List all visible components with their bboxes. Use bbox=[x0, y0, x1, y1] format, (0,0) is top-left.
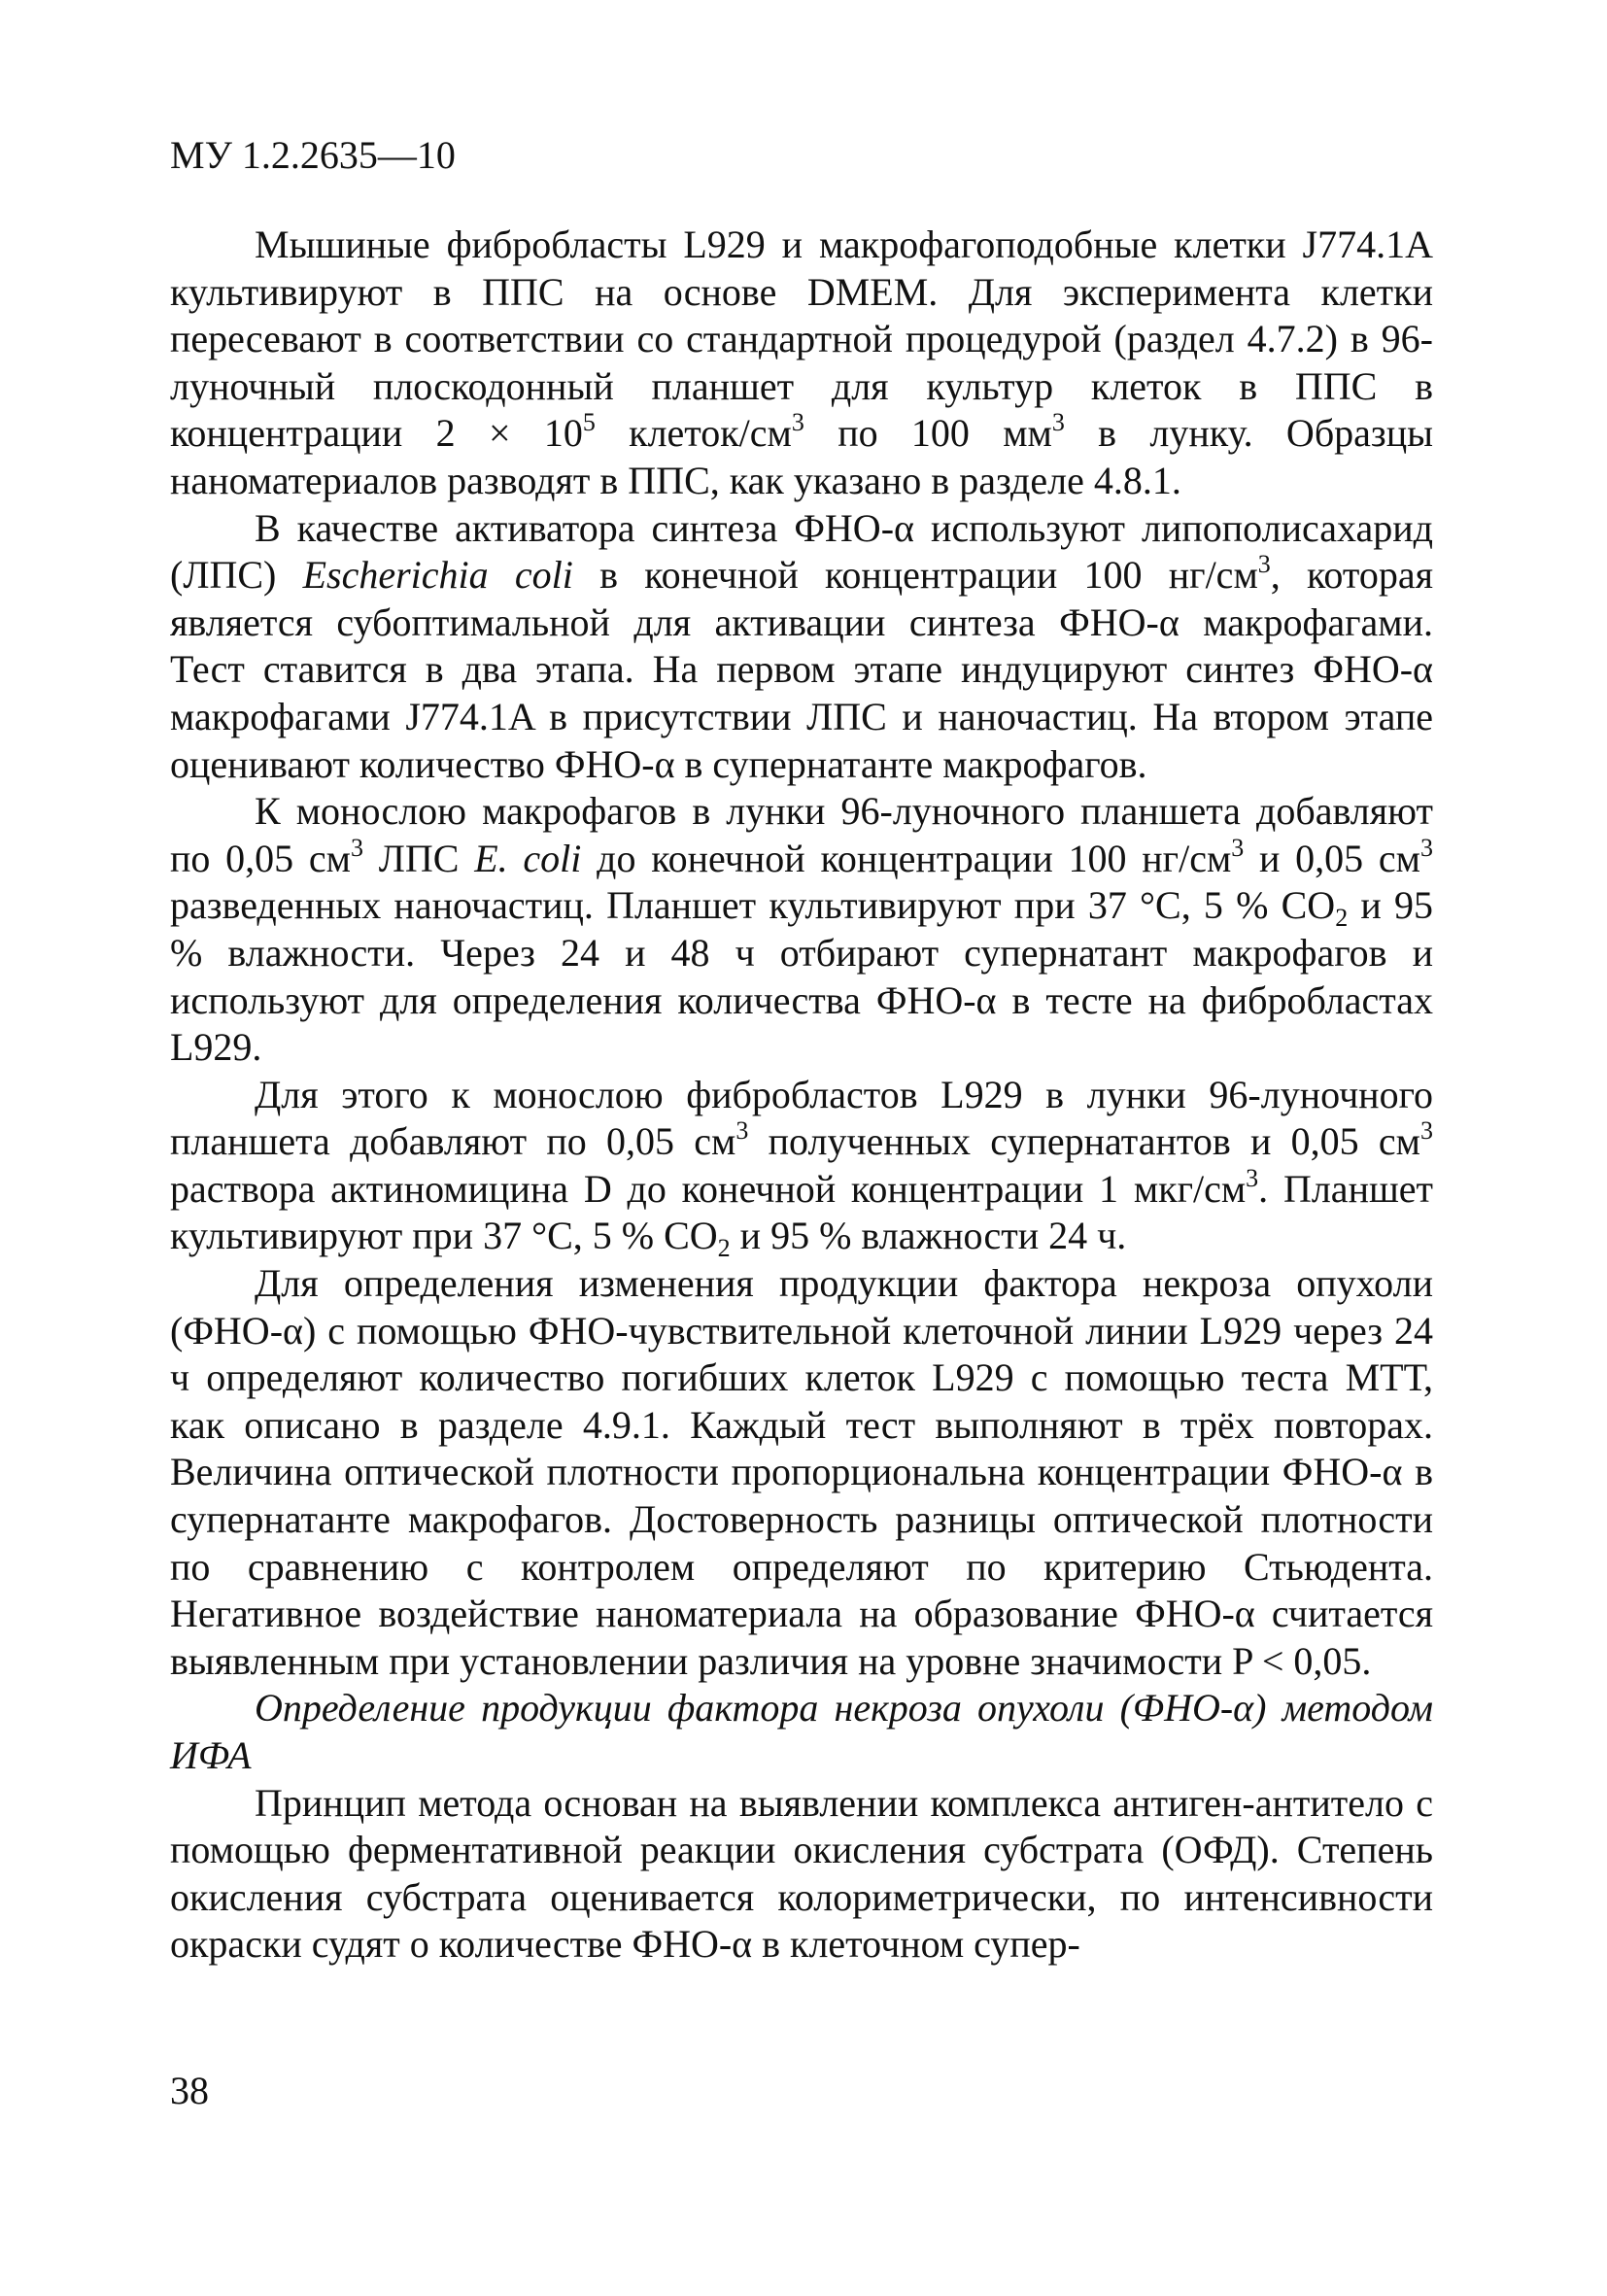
superscript: 3 bbox=[1231, 833, 1245, 862]
text-run: раствора актиномицина D до конечной концентрации 1 мкг/см bbox=[170, 1166, 1247, 1211]
text-run: полученных супернатантов и 0,05 см bbox=[748, 1119, 1420, 1164]
text-run: до конечной концентрации 100 нг/см bbox=[581, 836, 1232, 880]
document-code-header: МУ 1.2.2635—10 bbox=[170, 133, 456, 177]
text-run: . Планшет культивируют при 37 °С, 5 % СО bbox=[170, 1166, 1434, 1258]
text-run: , которая является субоптимальной для активации синтеза ФНО-α макрофагами. Тест ставится в два этапа. На первом этапе индуцируют синтез ФНО-α макрофагами J774.1A в присутствии ЛПС и наночастиц. На втором этапе оценивают количество ФНО-α в супернатанте макрофагов. bbox=[170, 553, 1433, 786]
text-run: и 95 % влажности 24 ч. bbox=[730, 1214, 1127, 1258]
paragraph-activator bbox=[170, 505, 1433, 789]
paragraph-fibroblast-monolayer bbox=[170, 1072, 1434, 1263]
subscript: 2 bbox=[717, 1234, 731, 1263]
superscript: 3 bbox=[1420, 833, 1433, 862]
text-run: ЛПС bbox=[362, 836, 475, 880]
superscript: 3 bbox=[350, 833, 363, 862]
text-run: в лунку. Образцы наноматериалов разводят в ППС, как указано в разделе 4.8.1. bbox=[170, 411, 1434, 502]
italic-species-name: E. coli bbox=[474, 836, 582, 880]
superscript: 5 bbox=[582, 408, 596, 437]
paragraph-macrophage-monolayer bbox=[170, 788, 1433, 1072]
text-run: Для этого к монослою фибробластов L929 в лунки 96-луночного планшета добавляют по 0,05 см bbox=[170, 1072, 1433, 1164]
text-run: Мышиные фибробласты L929 и макрофагоподобные клетки J774.1A культивируют в ППС на основе DMEM. Для эксперимента клетки пересевают в соответствии со стандартной процедурой (раздел 4.7.2) в 96-луночный плоскодонный планшет для культур клеток в ППС в концентрации 2 × 10 bbox=[170, 223, 1433, 456]
text-run: по 100 мм bbox=[804, 411, 1052, 456]
superscript: 3 bbox=[1051, 408, 1065, 437]
superscript: 3 bbox=[791, 408, 804, 437]
text-run: в конечной концентрации 100 нг/см bbox=[572, 553, 1258, 598]
paragraph-cell-culture bbox=[170, 222, 1433, 505]
text-run: К монослою макрофагов в лунки 96-луночного планшета добавляют по 0,05 см bbox=[170, 789, 1433, 880]
text-run: и 95 % влажности. Через 24 и 48 ч отбирают супернатант макрофагов и используют для определения количества ФНО-α в тесте на фибробластах L929. bbox=[170, 883, 1433, 1070]
section-heading-elisa: Определение продукции фактора некроза опухоли (ФНО-α) методом ИФА bbox=[170, 1686, 1433, 1777]
superscript: 3 bbox=[1257, 550, 1271, 579]
paragraph-tnf-determination: Для определения изменения продукции фактора некроза опухоли (ФНО-α) с помощью ФНО-чувствительной клеточной линии L929 через 24 ч определяют количество погибших клеток L929 с помощью теста МТТ, как описано в разделе 4.9.1. Каждый тест выполняют в трёх повторах. Величина оптической плотности пропорциональна концентрации ФНО-α в супернатанте макрофагов. Достоверность разницы оптической плотности по сравнению с контролем определяют по критерию Стьюдента. Негативное воздействие наноматериала на образование ФНО-α считается выявленным при установлении различия на уровне значимости P < 0,05. bbox=[170, 1261, 1433, 1683]
text-run: разведенных наночастиц. Планшет культивируют при 37 °С, 5 % СО bbox=[170, 883, 1336, 928]
subscript: 2 bbox=[1335, 904, 1349, 933]
paragraph-method-principle: Принцип метода основан на выявлении комплекса антиген-антитело с помощью ферментативной реакции окисления субстрата (ОФД). Степень окисления субстрата оценивается колориметрически, по интенсивности окраски судят о количестве ФНО-α в клеточном супер- bbox=[170, 1780, 1433, 1967]
text-run: В качестве активатора синтеза ФНО-α используют липополисахарид (ЛПС) bbox=[170, 505, 1433, 598]
page-number: 38 bbox=[170, 2069, 209, 2112]
italic-species-name: Escherichia coli bbox=[302, 553, 573, 598]
text-run: клеток/см bbox=[595, 411, 792, 456]
superscript: 3 bbox=[735, 1116, 749, 1146]
superscript: 3 bbox=[1246, 1163, 1259, 1192]
superscript: 3 bbox=[1420, 1116, 1433, 1146]
text-run: и 0,05 см bbox=[1244, 836, 1420, 880]
page-body bbox=[170, 222, 1433, 1969]
